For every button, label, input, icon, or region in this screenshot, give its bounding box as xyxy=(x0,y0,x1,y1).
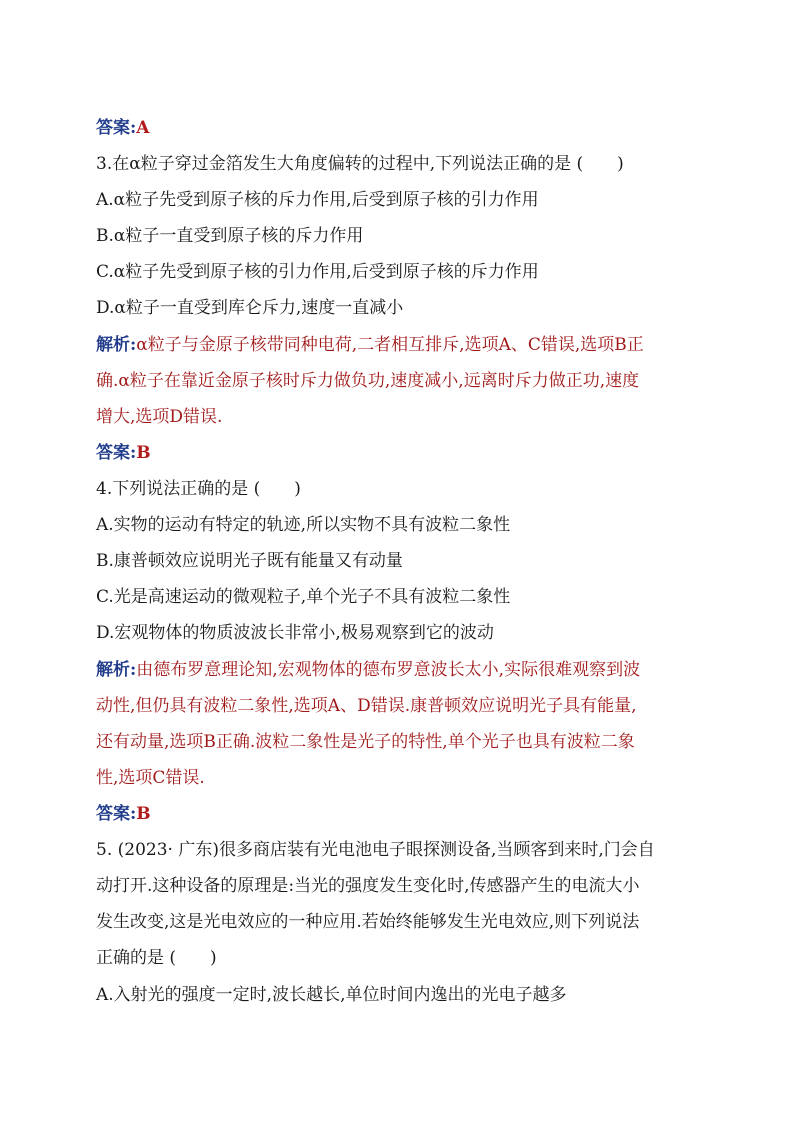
q4-option-a: A.实物的运动有特定的轨迹,所以实物不具有波粒二象性 xyxy=(96,515,511,535)
analysis-text: 由德布罗意理论知,宏观物体的德布罗意波长太小,实际很难观察到波 xyxy=(136,660,641,680)
q5-stem-line-4: 正确的是 ( ) xyxy=(96,948,217,968)
q4-option-c: C.光是高速运动的微观粒子,单个光子不具有波粒二象性 xyxy=(96,587,511,607)
q3-option-c: C.α粒子先受到原子核的引力作用,后受到原子核的斥力作用 xyxy=(96,262,539,282)
q4-option-b: B.康普顿效应说明光子既有能量又有动量 xyxy=(96,551,403,571)
q5-stem-line-1: 5. (2023· 广东)很多商店装有光电池电子眼探测设备,当顾客到来时,门会自 xyxy=(96,840,655,860)
q4-answer-line xyxy=(96,803,151,825)
q2-answer-line xyxy=(96,117,149,139)
q4-analysis-line-3: 还有动量,选项B正确.波粒二象性是光子的特性,单个光子也具有波粒二象 xyxy=(96,732,635,752)
q4-analysis-line-1 xyxy=(96,659,640,681)
answer-value: B xyxy=(136,804,151,824)
q4-analysis-line-2: 动性,但仍具有波粒二象性,选项A、D错误.康普顿效应说明光子具有能量, xyxy=(96,696,637,716)
answer-label: 答案: xyxy=(96,804,137,824)
q3-analysis-line-3: 增大,选项D错误. xyxy=(96,407,223,427)
analysis-text: α粒子与金原子核带同种电荷,二者相互排斥,选项A、C错误,选项B正 xyxy=(136,335,644,355)
q4-stem: 4.下列说法正确的是 ( ) xyxy=(96,479,301,499)
q3-answer-line xyxy=(96,442,151,464)
answer-label: 答案: xyxy=(96,443,137,463)
q3-analysis-line-2: 确.α粒子在靠近金原子核时斥力做负功,速度减小,远离时斥力做正功,速度 xyxy=(96,371,640,391)
q3-option-d: D.α粒子一直受到库仑斥力,速度一直减小 xyxy=(96,298,404,318)
answer-value: A xyxy=(136,118,150,138)
q5-stem-line-3: 发生改变,这是光电效应的一种应用.若始终能够发生光电效应,则下列说法 xyxy=(96,912,640,932)
q4-option-d: D.宏观物体的物质波波长非常小,极易观察到它的波动 xyxy=(96,623,494,643)
q3-stem: 3.在α粒子穿过金箔发生大角度偏转的过程中,下列说法正确的是 ( ) xyxy=(96,154,624,174)
analysis-label: 解析: xyxy=(96,335,137,355)
analysis-label: 解析: xyxy=(96,660,137,680)
q3-option-b: B.α粒子一直受到原子核的斥力作用 xyxy=(96,226,364,246)
q5-stem-line-2: 动打开.这种设备的原理是:当光的强度发生变化时,传感器产生的电流大小 xyxy=(96,876,640,896)
q3-analysis-line-1 xyxy=(96,334,644,356)
q4-analysis-line-4: 性,选项C错误. xyxy=(96,768,205,788)
q5-option-a: A.入射光的强度一定时,波长越长,单位时间内逸出的光电子越多 xyxy=(96,985,567,1005)
answer-value: B xyxy=(136,443,151,463)
q3-option-a: A.α粒子先受到原子核的斥力作用,后受到原子核的引力作用 xyxy=(96,190,539,210)
answer-label: 答案: xyxy=(96,118,137,138)
